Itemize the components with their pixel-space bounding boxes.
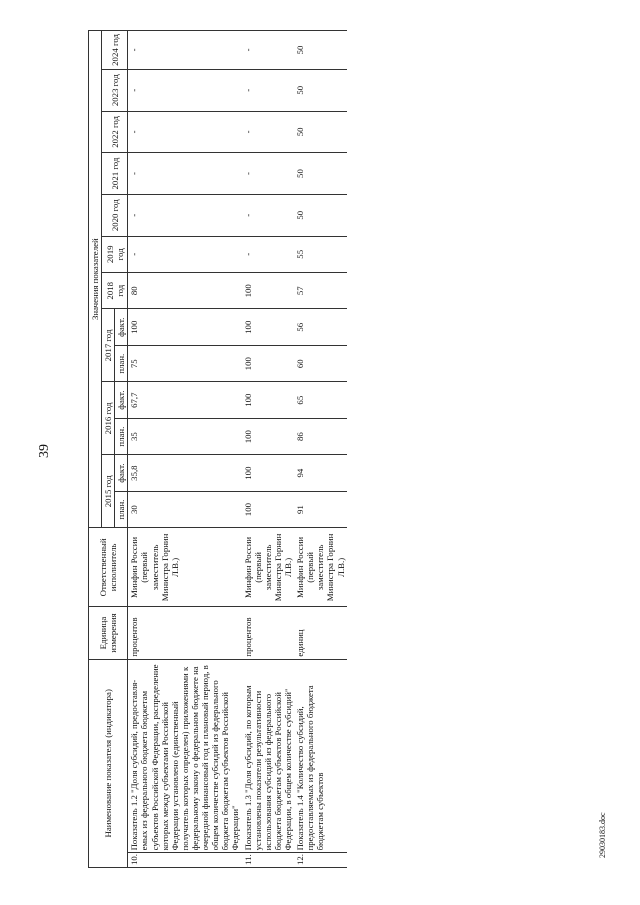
header-year-2022: 2022 год [102,111,128,153]
value-cell: 100 [242,491,295,527]
value-cell: 100 [128,309,242,345]
value-cell: 100 [242,418,295,454]
value-cell: 50 [294,31,347,70]
row-number: 11. [242,853,295,868]
header-plan: план. [115,418,128,454]
indicator-responsible: Минфин России (первый заместитель Министра Горнин Л.В.) [242,528,295,607]
value-cell: 86 [294,418,347,454]
value-cell: 56 [294,309,347,345]
footer-filename: 29030183.doc [598,812,607,858]
table-row [294,31,347,868]
value-cell: 65 [294,382,347,418]
value-cell: 94 [294,455,347,491]
value-cell: 100 [242,382,295,418]
header-responsible: Ответственный исполнитель [89,528,128,607]
header-year-2015: 2015 год [102,455,115,528]
indicator-name: Показатель 1.3 "Доля субсидий, по которым установлены показатели результативности использования субсидий из федерального бюджета бюджетам субъектов Российской Федерации, в общем количестве субсидий" [242,659,295,853]
table-row [242,31,295,868]
value-cell: - [128,194,242,236]
value-cell: 35 [128,418,242,454]
table-row [128,31,242,868]
header-year-2023: 2023 год [102,69,128,111]
value-cell: - [242,194,295,236]
header-plan: план. [115,491,128,527]
value-cell: - [242,69,295,111]
value-cell: - [242,31,295,70]
value-cell: 91 [294,491,347,527]
header-name: Наименование показателя (индикатора) [89,659,128,867]
header-fact: факт. [115,382,128,418]
header-plan: план. [115,345,128,381]
header-year-2020: 2020 год [102,194,128,236]
value-cell: 80 [128,273,242,309]
value-cell: 100 [242,309,295,345]
value-cell: - [128,31,242,70]
header-year-2019: 2019 год [102,236,128,272]
value-cell: 100 [242,273,295,309]
value-cell: 60 [294,345,347,381]
indicator-unit: процентов [242,607,295,659]
value-cell: 100 [242,455,295,491]
value-cell: 50 [294,194,347,236]
header-year-2016: 2016 год [102,382,115,455]
value-cell: 75 [128,345,242,381]
page-number: 39 [37,444,52,458]
header-year-2021: 2021 год [102,153,128,195]
value-cell: - [128,69,242,111]
indicator-responsible: Минфин России (первый заместитель Министра Горнин Л.В.) [294,528,347,607]
header-fact: факт. [115,455,128,491]
indicators-table-container [88,30,528,868]
value-cell: - [128,111,242,153]
value-cell: 100 [242,345,295,381]
value-cell: - [128,236,242,272]
header-unit: Единица измерения [89,607,128,659]
header-year-2024: 2024 год [102,31,128,70]
row-number: 12. [294,853,347,868]
indicator-responsible: Минфин России (первый заместитель Министра Горнин Л.В.) [128,528,242,607]
indicator-unit: единиц [294,607,347,659]
value-cell: 35,8 [128,455,242,491]
value-cell: 50 [294,153,347,195]
value-cell: - [242,236,295,272]
header-year-2018: 2018 год [102,273,128,309]
header-fact: факт. [115,309,128,345]
value-cell: 67,7 [128,382,242,418]
value-cell: 50 [294,111,347,153]
header-year-2017: 2017 год [102,309,115,382]
value-cell: 30 [128,491,242,527]
indicator-unit: процентов [128,607,242,659]
value-cell: 50 [294,69,347,111]
indicator-name: Показатель 1.4 "Количество субсидий, предоставляемых из федерального бюджета бюджетам субъектов [294,659,347,853]
value-cell: - [242,111,295,153]
value-cell: 57 [294,273,347,309]
value-cell: - [242,153,295,195]
row-number: 10. [128,853,242,868]
indicator-name: Показатель 1.2 "Доля субсидий, предоставля-емых из федерального бюджета бюджетам субъектов Российской Федерации, распределение которых между субъектами Российской Федерации установлено (единственный получатель которых определен) приложениями к федеральному закону о федеральном бюджете на очередной финансовый год и плановый период, в общем количестве субсидий из федерального бюджета бюджетам субъектов Российской Федерации" [128,659,242,853]
indicators-table [88,30,347,868]
header-values: Значения показателей [89,31,102,528]
value-cell: - [128,153,242,195]
value-cell: 55 [294,236,347,272]
